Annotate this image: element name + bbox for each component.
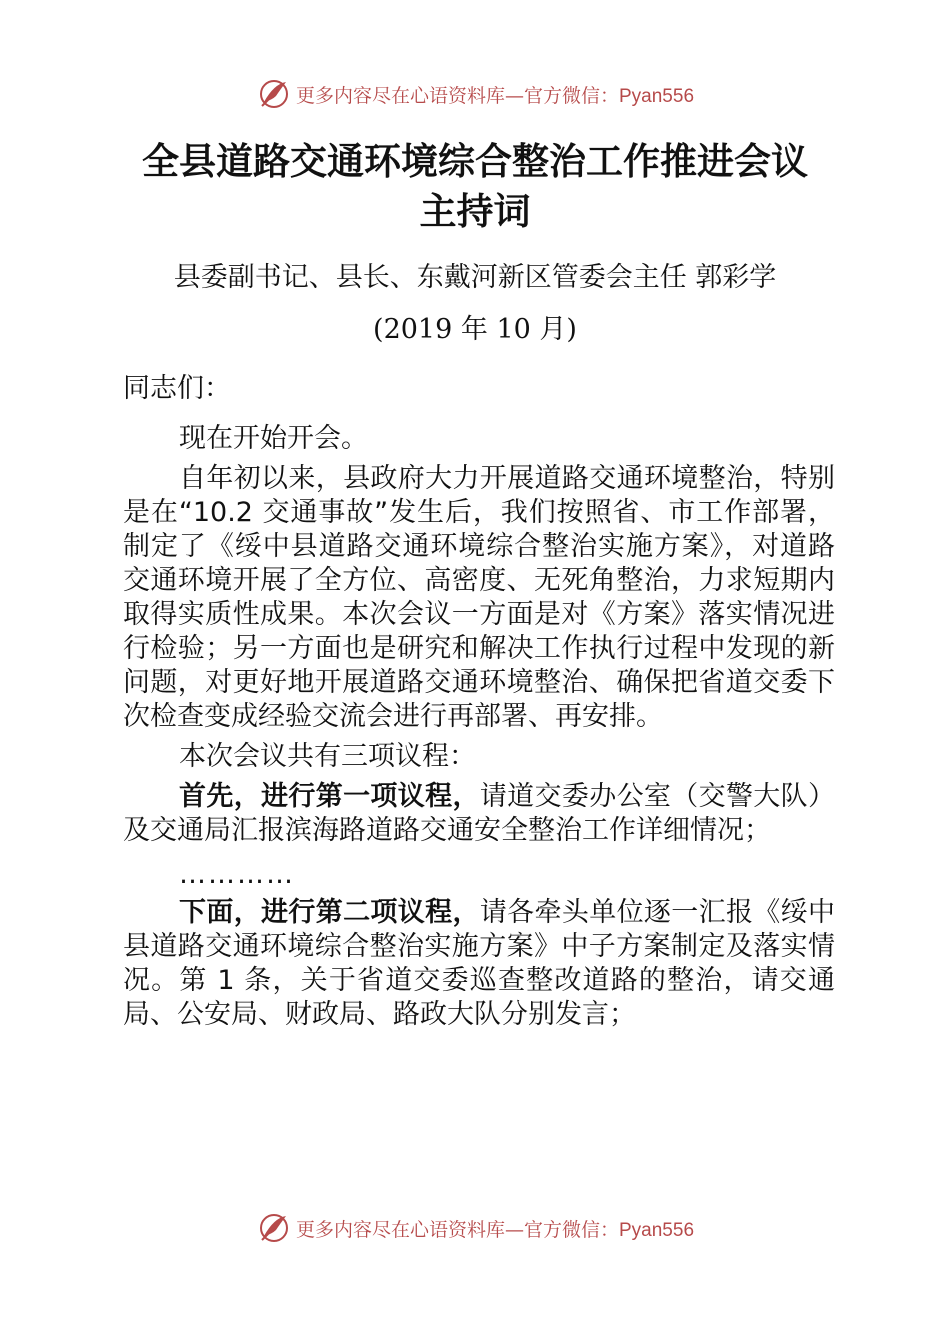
- paragraph-background: 自年初以来，县政府大力开展道路交通环境整治，特别是在“10.2 交通事故”发生后，我们按照省、市工作部署，制定了《绥中县道路交通环境综合整治实施方案》，对道路交通环境开展了全方位、高密度、无死角整治，力求短期内取得实质性成果。本次会议一方面是对《方案》落实情况进行检验；另一方面也是研究和解决工作执行过程中发现的新问题，对更好地开展道路交通环境整治、确保把省道交委下次检查变成经验交流会进行再部署、再安排。: [123, 463, 835, 732]
- watermark-wechat-id: Pyan556: [619, 1219, 695, 1241]
- quill-logo-icon: [256, 76, 292, 112]
- agenda-item-1-lead: 首先，进行第一项议程，: [179, 781, 480, 812]
- author-line: 县委副书记、县长、东戴河新区管委会主任 郭彩学: [173, 262, 777, 293]
- watermark-text: 更多内容尽在心语资料库—官方微信：Pyan556: [295, 84, 695, 107]
- paragraph-opening: 现在开始开会。: [179, 423, 368, 454]
- watermark-text: 更多内容尽在心语资料库—官方微信：Pyan556: [295, 1218, 695, 1241]
- date-line: (2019 年 10 月): [373, 314, 577, 345]
- document-title: [100, 136, 850, 236]
- document-body: [123, 372, 835, 1032]
- paragraph-agenda-intro: 本次会议共有三项议程：: [179, 741, 476, 772]
- quill-logo-icon: [256, 1210, 292, 1246]
- footer-watermark: [0, 1206, 950, 1250]
- agenda-item-1-text: 请道交委办公室（交警大队）及交通局汇报滨海路道路交通安全整治工作详细情况；: [123, 781, 836, 846]
- agenda-item-2-lead: 下面，进行第二项议程，: [179, 897, 480, 928]
- title-line-2: 主持词: [419, 189, 531, 233]
- ellipsis: …………: [179, 859, 295, 890]
- title-line-1: 全县道路交通环境综合整治工作推进会议: [142, 139, 808, 183]
- agenda-item-2-text: 请各牵头单位逐一汇报《绥中县道路交通环境综合整治实施方案》中子方案制定及落实情况。第 1 条，关于省道交委巡查整改道路的整治，请交通局、公安局、财政局、路政大队分别发言；: [123, 897, 836, 1030]
- header-watermark: [0, 72, 950, 116]
- salutation: 同志们：: [123, 373, 231, 404]
- paragraph-agenda-item-1: [123, 780, 835, 848]
- watermark-wechat-id: Pyan556: [619, 85, 695, 107]
- paragraph-agenda-item-2: [123, 896, 835, 1032]
